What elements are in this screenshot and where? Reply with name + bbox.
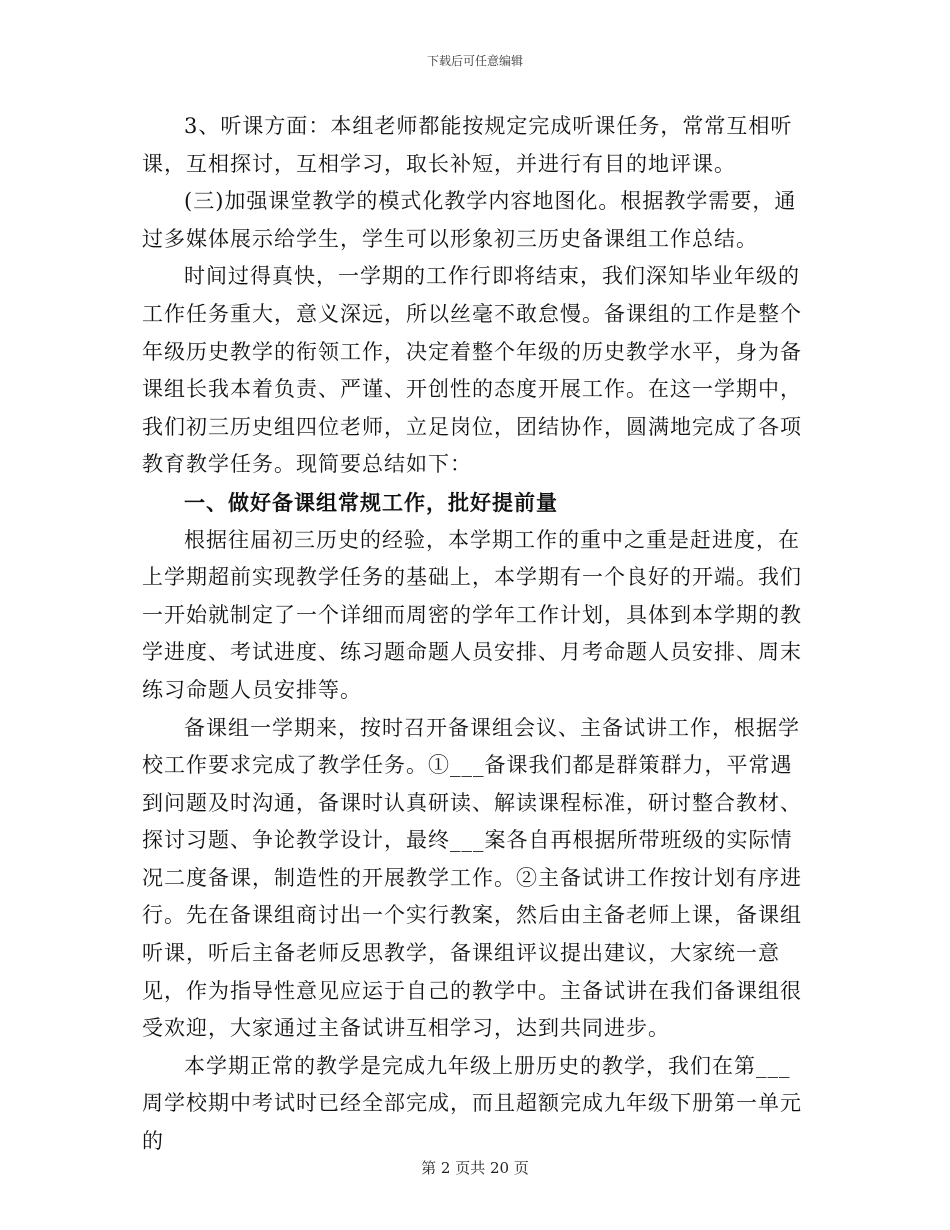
document-body bbox=[142, 108, 806, 1161]
section-heading-1: 一、做好备课组常规工作，批好提前量 bbox=[184, 489, 558, 515]
paragraph-progress: 本学期正常的教学是完成九年级上册历史的教学，我们在第___周学校期中考试时已经全部完成，而且超额完成九年级下册第一单元的 bbox=[142, 1053, 802, 1154]
paragraph-lesson-prep: 备课组一学期来，按时召开备课组会议、主备试讲工作，根据学校工作要求完成了教学任务。①___备课我们都是群策群力，平常遇到问题及时沟通，备课时认真研读、解读课程标准，研讨整合教材、探讨习题、争论教学设计，最终___案各自再根据所带班级的实际情况二度备课，制造性的开展教学工作。②主备试讲工作按计划有序进行。先在备课组商讨出一个实行教案，然后由主备老师上课，备课组听课，听后主备老师反思教学，备课组评议提出建议，大家统一意见，作为指导性意见应运于自己的教学中。主备试讲在我们备课组很受欢迎，大家通过主备试讲互相学习，达到共同进步。 bbox=[142, 715, 802, 1041]
page-number: 第 2 页共 20 页 bbox=[421, 1159, 529, 1177]
paragraph-listening: 3、听课方面：本组老师都能按规定完成听课任务，常常互相听课，互相探讨，互相学习，取长补短，并进行有目的地评课。 bbox=[142, 114, 793, 176]
page-header-note: 下载后可任意编辑 bbox=[426, 54, 523, 68]
paragraph-plan: 根据往届初三历史的经验，本学期工作的重中之重是赶进度，在上学期超前实现教学任务的基础上，本学期有一个良好的开端。我们一开始就制定了一个详细而周密的学年工作计划，具体到本学期的教学进度、考试进度、练习题命题人员安排、月考命题人员安排、周末练习命题人员安排等。 bbox=[142, 527, 802, 702]
paragraph-multimedia: (三)加强课堂教学的模式化教学内容地图化。根据教学需要，通过多媒体展示给学生，学生可以形象初三历史备课组工作总结。 bbox=[142, 189, 797, 251]
paragraph-intro: 时间过得真快，一学期的工作行即将结束，我们深知毕业年级的工作任务重大，意义深远，所以丝毫不敢怠慢。备课组的工作是整个年级历史教学的衔领工作，决定着整个年级的历史教学水平，身为备课组长我本着负责、严谨、开创性的态度开展工作。在这一学期中，我们初三历史组四位老师，立足岗位，团结协作，圆满地完成了各项教育教学任务。现简要总结如下： bbox=[142, 264, 802, 477]
